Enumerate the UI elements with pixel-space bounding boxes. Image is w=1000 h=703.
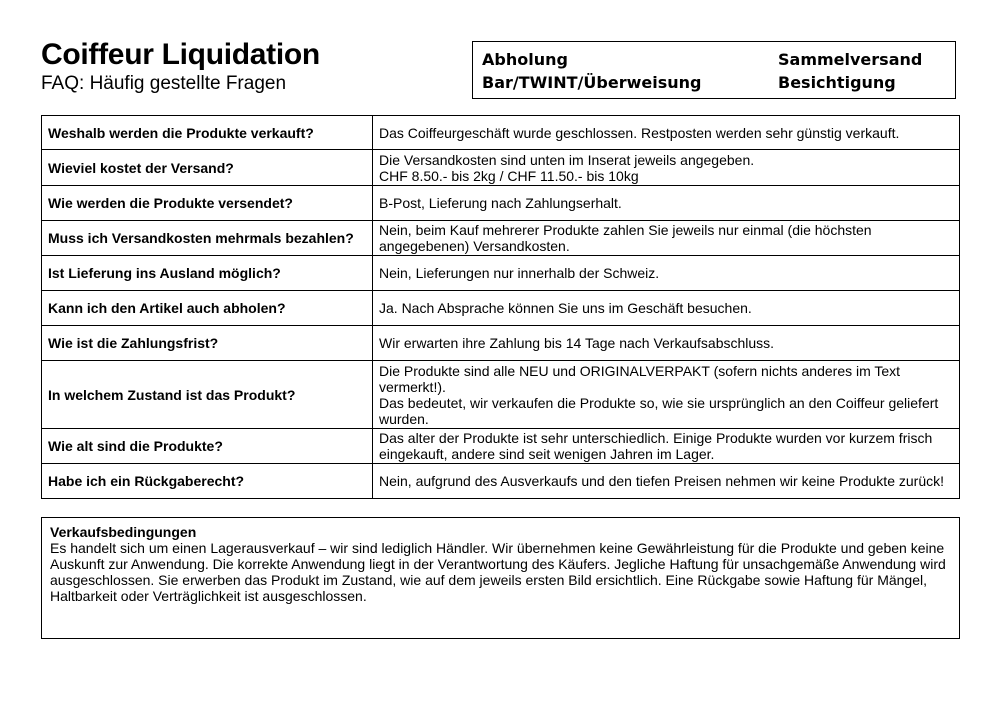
faq-answer-line: Wir erwarten ihre Zahlung bis 14 Tage nach Verkaufsabschluss. <box>379 335 775 351</box>
faq-row <box>42 291 960 326</box>
faq-question: Wie alt sind die Produkte? <box>42 429 373 464</box>
terms-text: Es handelt sich um einen Lagerausverkauf – wir sind lediglich Händler. Wir übernehmen keine Gewährleistung für die Produkte und geben keine Auskunft zur Anwendung. Die korrekte Anwendung liegt in der Verantwortung des Käufers. Jegliche Haftung für unsachgemäße Anwendung wird ausgeschlossen. Sie erwerben das Produkt im Zustand, wie auf dem jeweils ersten Bild ersichtlich. Eine Rückgabe sowie Haftung für Mängel, Haltbarkeit oder Verträglichkeit ist ausgeschlossen. <box>50 540 946 604</box>
faq-answer <box>373 221 960 256</box>
faq-answer <box>373 116 960 150</box>
faq-answer-line: Das Coiffeurgeschäft wurde geschlossen. Restposten werden sehr günstig verkauft. <box>379 124 900 141</box>
faq-question: In welchem Zustand ist das Produkt? <box>42 361 373 429</box>
faq-answer-line: Nein, Lieferungen nur innerhalb der Schweiz. <box>379 265 660 281</box>
faq-answer <box>373 150 960 186</box>
faq-question: Ist Lieferung ins Ausland möglich? <box>42 256 373 291</box>
faq-question: Kann ich den Artikel auch abholen? <box>42 291 373 326</box>
faq-answer <box>373 464 960 499</box>
faq-answer-line: CHF 8.50.- bis 2kg / CHF 11.50.- bis 10kg <box>379 167 639 184</box>
faq-answer <box>373 361 960 429</box>
faq-question: Wie ist die Zahlungsfrist? <box>42 326 373 361</box>
faq-answer <box>373 429 960 464</box>
info-box <box>472 41 956 99</box>
terms-title: Verkaufsbedingungen <box>50 524 197 540</box>
faq-row <box>42 256 960 291</box>
faq-row <box>42 186 960 221</box>
faq-question: Wieviel kostet der Versand? <box>42 150 373 186</box>
info-shipping: Sammelversand <box>778 50 923 69</box>
faq-answer-line: Das bedeutet, wir verkaufen die Produkte so, wie sie ursprünglich an den Coiffeur geliefert wurden. <box>379 394 939 427</box>
faq-row <box>42 429 960 464</box>
faq-answer-line: Nein, aufgrund des Ausverkaufs und den tiefen Preisen nehmen wir keine Produkte zurück! <box>379 473 944 489</box>
info-viewing: Besichtigung <box>778 73 896 92</box>
faq-table <box>41 115 960 499</box>
faq-answer-line: Die Produkte sind alle NEU und ORIGINALVERPAKT (sofern nichts anderes im Text vermerkt!). <box>379 362 901 395</box>
faq-row <box>42 326 960 361</box>
faq-row <box>42 150 960 186</box>
faq-row <box>42 361 960 429</box>
faq-row <box>42 464 960 499</box>
faq-question: Muss ich Versandkosten mehrmals bezahlen? <box>42 221 373 256</box>
faq-row <box>42 116 960 150</box>
info-payment: Bar/TWINT/Überweisung <box>482 73 702 92</box>
faq-answer-line: Die Versandkosten sind unten im Inserat jeweils angegeben. <box>379 151 755 168</box>
page-subtitle: FAQ: Häufig gestellte Fragen <box>41 73 287 94</box>
faq-answer <box>373 256 960 291</box>
faq-row <box>42 221 960 256</box>
faq-answer-line: Nein, beim Kauf mehrerer Produkte zahlen Sie jeweils nur einmal (die höchsten angegebenen) Versandkosten. <box>379 222 872 254</box>
faq-question: Wie werden die Produkte versendet? <box>42 186 373 221</box>
faq-answer-line: Ja. Nach Absprache können Sie uns im Geschäft besuchen. <box>379 300 752 316</box>
page-title: Coiffeur Liquidation <box>41 38 320 71</box>
info-pickup: Abholung <box>482 50 568 69</box>
faq-question: Habe ich ein Rückgaberecht? <box>42 464 373 499</box>
terms-box <box>41 517 960 639</box>
faq-answer <box>373 291 960 326</box>
faq-answer-line: B-Post, Lieferung nach Zahlungserhalt. <box>379 195 622 211</box>
faq-question: Weshalb werden die Produkte verkauft? <box>42 116 373 150</box>
faq-answer <box>373 326 960 361</box>
faq-answer <box>373 186 960 221</box>
faq-answer-line: Das alter der Produkte ist sehr unterschiedlich. Einige Produkte wurden vor kurzem frisch eingekauft, andere sind seit wenigen Jahren im Lager. <box>379 430 933 462</box>
